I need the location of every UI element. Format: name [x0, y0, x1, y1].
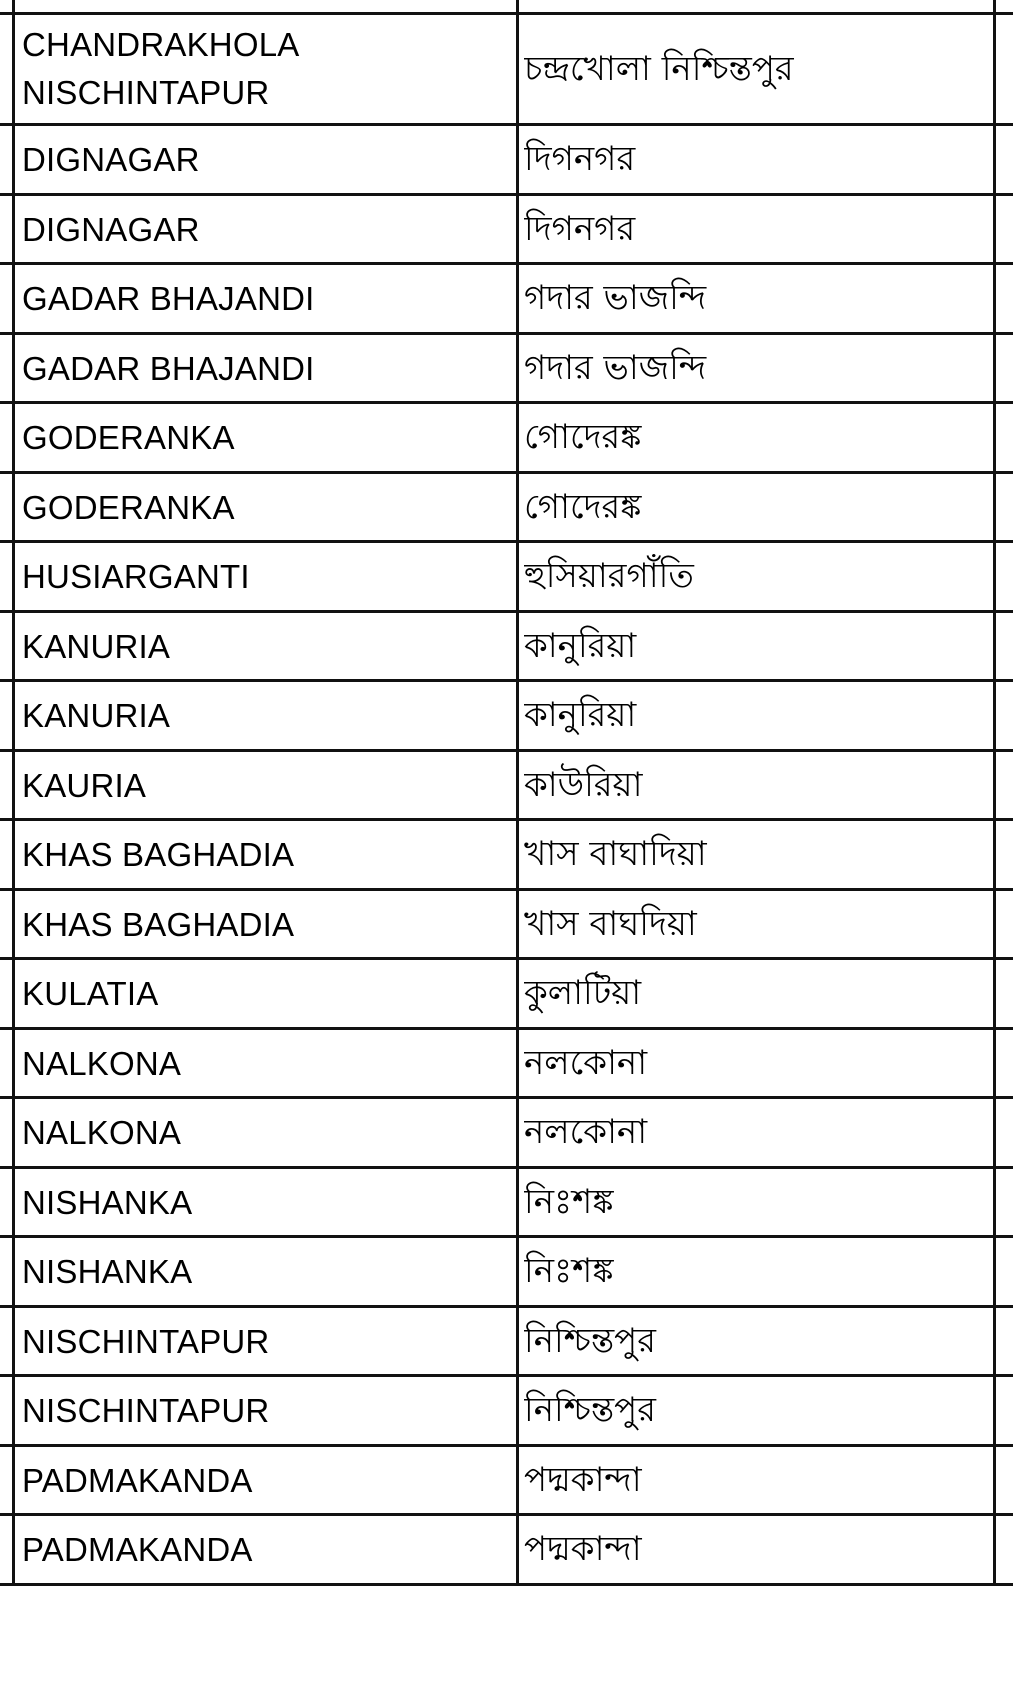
- english-name-line: GODERANKA: [22, 488, 235, 526]
- english-name-cell: [22, 752, 512, 819]
- bengali-name-text: দিগনগর: [524, 139, 636, 180]
- english-name-cell: [22, 335, 512, 402]
- english-name-line: NISHANKA: [22, 1183, 193, 1221]
- english-name-line: DIGNAGAR: [22, 210, 200, 248]
- bengali-name-text: নলকোনা: [524, 1043, 648, 1084]
- english-name-line: KAURIA: [22, 766, 147, 804]
- english-name-line: CHANDRAKHOLA: [22, 26, 300, 64]
- bengali-name-text: নিঃশঙ্ক: [524, 1251, 614, 1292]
- english-name-cell: [22, 15, 512, 123]
- english-name-cell: [22, 1238, 512, 1305]
- bengali-name-text: দিগনগর: [524, 209, 636, 250]
- english-name-line: KHAS BAGHADIA: [22, 905, 295, 943]
- bengali-name-cell: [524, 335, 994, 402]
- english-name-line: PADMAKANDA: [22, 1461, 253, 1499]
- bengali-name-cell: [524, 960, 994, 1027]
- english-name-cell: [22, 1030, 512, 1097]
- bengali-name-cell: [524, 543, 994, 610]
- bengali-name-text: নিঃশঙ্ক: [524, 1182, 614, 1223]
- bengali-name-cell: [524, 1099, 994, 1166]
- bengali-name-cell: [524, 1030, 994, 1097]
- english-name-cell: [22, 1516, 512, 1583]
- bengali-name-cell: [524, 613, 994, 680]
- english-name-line: KHAS BAGHADIA: [22, 835, 295, 873]
- bengali-name-text: খাস বাঘাদিয়া: [524, 834, 707, 875]
- bengali-name-cell: [524, 196, 994, 263]
- english-name-line: PADMAKANDA: [22, 1530, 253, 1568]
- english-name-cell: [22, 1308, 512, 1375]
- english-name-cell: [22, 126, 512, 193]
- bengali-name-text: পদ্মকান্দা: [524, 1529, 642, 1570]
- bengali-name-cell: [524, 682, 994, 749]
- bengali-name-cell: [524, 1447, 994, 1514]
- bengali-name-cell: [524, 1169, 994, 1236]
- bengali-name-cell: [524, 891, 994, 958]
- english-name-line: NALKONA: [22, 1113, 182, 1151]
- bengali-name-text: কাউরিয়া: [524, 765, 643, 806]
- bengali-name-text: গদার ভাজন্দি: [524, 348, 707, 389]
- english-name-cell: [22, 1169, 512, 1236]
- english-name-line: GADAR BHAJANDI: [22, 279, 315, 317]
- bengali-name-text: হুসিয়ারগাঁতি: [524, 556, 694, 597]
- bengali-name-cell: [524, 1516, 994, 1583]
- bengali-name-cell: [524, 752, 994, 819]
- english-name-line: KANURIA: [22, 696, 171, 734]
- english-name-cell: [22, 682, 512, 749]
- bengali-name-cell: [524, 474, 994, 541]
- english-name-cell: [22, 474, 512, 541]
- bengali-name-cell: [524, 404, 994, 471]
- bengali-name-cell: [524, 1377, 994, 1444]
- english-name-line: NISCHINTAPUR: [22, 1322, 270, 1360]
- english-name-line: KANURIA: [22, 627, 171, 665]
- bengali-name-text: কুলাটিয়া: [524, 973, 642, 1014]
- english-name-cell: [22, 1447, 512, 1514]
- bengali-name-text: পদ্মকান্দা: [524, 1460, 642, 1501]
- bengali-name-text: খাস বাঘদিয়া: [524, 904, 697, 945]
- english-name-cell: [22, 543, 512, 610]
- english-name-line: NISCHINTAPUR: [22, 74, 270, 111]
- bengali-name-text: গদার ভাজন্দি: [524, 278, 707, 319]
- bengali-name-text: নিশ্চিন্তপুর: [524, 1390, 656, 1431]
- english-name-line: NISHANKA: [22, 1252, 193, 1290]
- english-name-line: NALKONA: [22, 1044, 182, 1082]
- english-name-cell: [22, 1377, 512, 1444]
- english-name-line: KULATIA: [22, 974, 159, 1012]
- english-name-line: HUSIARGANTI: [22, 557, 250, 595]
- english-name-cell: [22, 404, 512, 471]
- bengali-name-text: গোদেরঙ্ক: [524, 417, 642, 458]
- bengali-name-cell: [524, 821, 994, 888]
- english-name-cell: [22, 960, 512, 1027]
- english-name-line: GADAR BHAJANDI: [22, 349, 315, 387]
- bengali-name-cell: [524, 15, 994, 123]
- bengali-name-cell: [524, 126, 994, 193]
- english-name-cell: [22, 196, 512, 263]
- bengali-name-text: কানুরিয়া: [524, 695, 637, 736]
- english-name-cell: [22, 1099, 512, 1166]
- english-name-cell: [22, 265, 512, 332]
- row-divider: [0, 1583, 1013, 1586]
- bengali-name-text: গোদেরঙ্ক: [524, 487, 642, 528]
- column-divider: [516, 0, 519, 1583]
- bengali-name-cell: [524, 265, 994, 332]
- english-name-line: DIGNAGAR: [22, 140, 200, 178]
- english-name-line: GODERANKA: [22, 418, 235, 456]
- bengali-name-text: নিশ্চিন্তপুর: [524, 1321, 656, 1362]
- bengali-name-cell: [524, 1238, 994, 1305]
- bengali-name-text: চন্দ্রখোলা নিশ্চিন্তপুর: [524, 48, 794, 89]
- bengali-name-cell: [524, 1308, 994, 1375]
- english-name-line: NISCHINTAPUR: [22, 1391, 270, 1429]
- english-name-cell: [22, 613, 512, 680]
- english-name-cell: [22, 891, 512, 958]
- english-name-cell: [22, 821, 512, 888]
- column-divider: [12, 0, 15, 1583]
- bengali-name-text: কানুরিয়া: [524, 626, 637, 667]
- bengali-name-text: নলকোনা: [524, 1112, 648, 1153]
